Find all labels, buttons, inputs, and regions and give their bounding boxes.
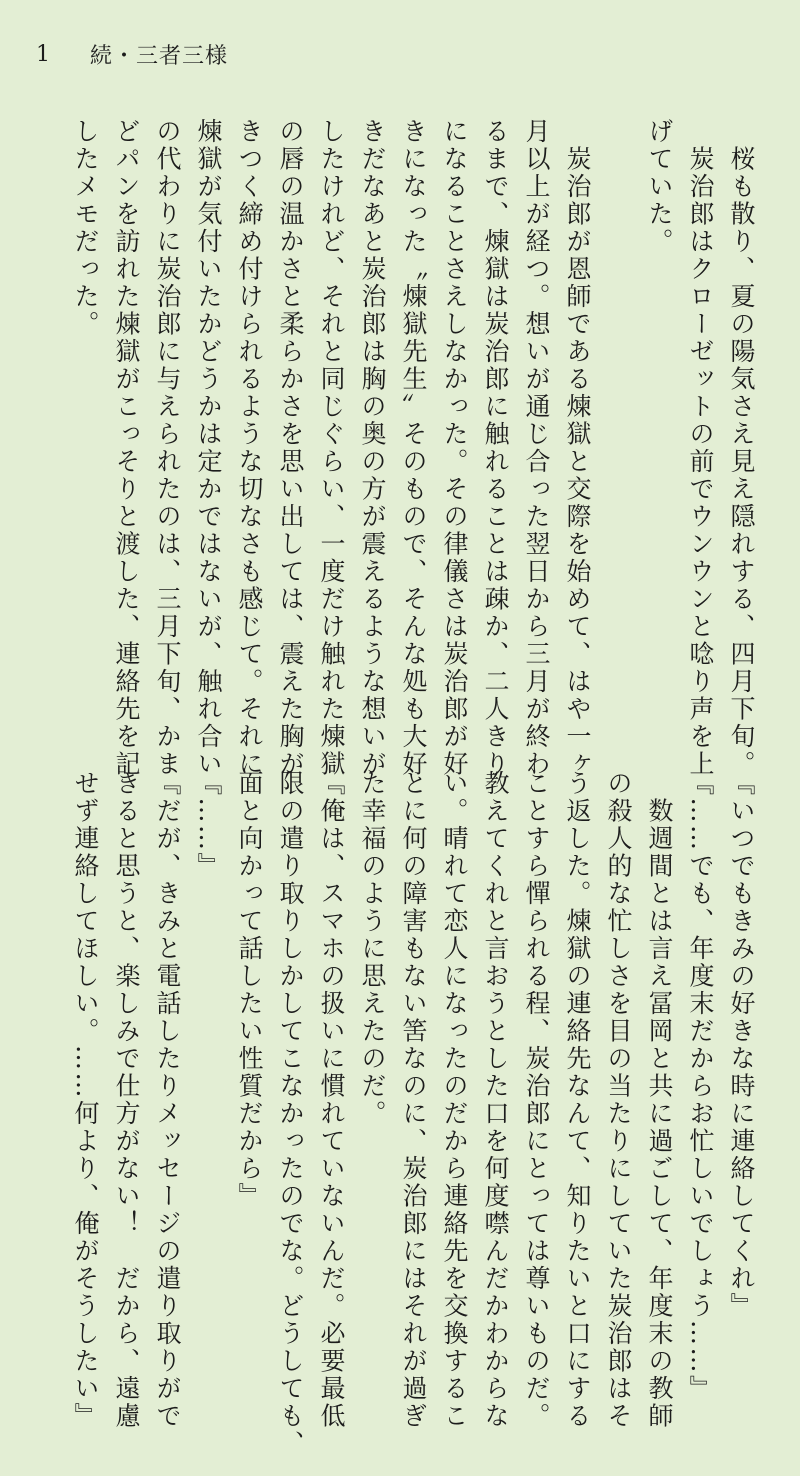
story-text-bottom xyxy=(65,770,762,1458)
chapter-header xyxy=(36,36,228,72)
chapter-number: 1 xyxy=(36,41,51,67)
chapter-title: 続・三者三様 xyxy=(90,43,229,69)
story-text-top xyxy=(65,118,762,778)
paragraph: 『いつでもきみの好きな時に連絡してくれ』 『……でも、年度末だからお忙しいでしょう……』 数週間とは言え冨岡と共に過ごして、年度末の教師 の殺人的な忙しさを目の当たりにしていた炭治郎はそ う返した。煉獄の連絡先なんて、知りたいと口にする ことすら憚られる程、炭治郎にとっては尊いものだ。 教えてくれと言おうとした口を何度噤んだかわからな い。晴れて恋人になったのだから連絡先を交換するこ とに何の障害もない筈なのに、炭治郎にはそれが過ぎ た幸福のように思えたのだ。 『俺は、スマホの扱いに慣れていないんだ。必要最低 限の遣り取りしかしてこなかったのでな。どうしても、 面と向かって話したい性質だから』 『……』 『だが、きみと電話したりメッセージの遣り取りがで きると思うと、楽しみで仕方がない！ だから、遠慮 せず連絡してほしい。……何より、俺がそうしたい』 xyxy=(71,770,756,1458)
paragraph: 炭治郎が恩師である煉獄と交際を始めて、はや一ヶ 月以上が経つ。想いが通じ合った翌日から三月が終わ るまで、煉獄は炭治郎に触れることは疎か、二人きり になることさえしなかった。その律儀さは炭治郎が好 きになった〝煉獄先生〟そのもので、そんな処も大好 きだなあと炭治郎は胸の奥の方が震えるような想いが したけれど、それと同じぐらい、一度だけ触れた煉獄 の唇の温かさと柔らかさを思い出しては、震えた胸が きつく締め付けられるような切なさも感じて。それに 煉獄が気付いたかどうかは定かではないが、触れ合い の代わりに炭治郎に与えられたのは、三月下旬、かま どパンを訪れた煉獄がこっそりと渡した、連絡先を記 したメモだった。 xyxy=(71,118,592,778)
paragraph: 桜も散り、夏の陽気さえ見え隠れする、四月下旬。 炭治郎はクローゼットの前でウンウンと唸り声を上 げていた。 xyxy=(645,118,756,778)
